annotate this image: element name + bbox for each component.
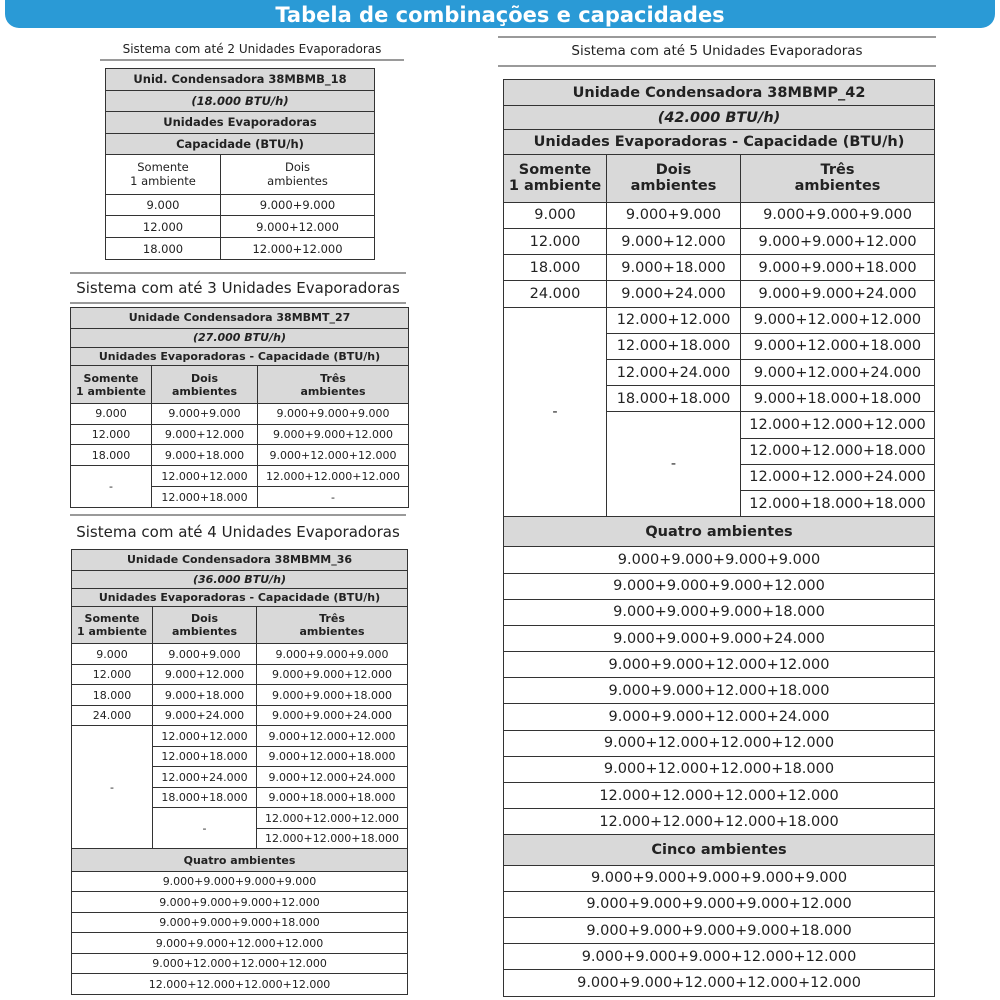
table-row: - 12.000+12.000 9.000+12.000+12.000 (72, 726, 408, 747)
col-header-1-ambiente: Somente 1 ambiente (71, 366, 152, 404)
col-header-tres-ambientes: Três ambientes (258, 366, 409, 404)
table-row: 18.000+18.000 9.000+18.000+18.000 (504, 386, 935, 412)
table-row: 12.000+12.000+18.000 (504, 438, 935, 464)
table-row: 12.000+12.000+12.000+12.000 (72, 974, 408, 995)
table-row: 9.000+9.000+9.000+12.000+12.000 (504, 944, 935, 970)
table-row: 12.000+12.000+12.000+12.000 (504, 783, 935, 809)
table-row: 12.000 9.000+12.000 9.000+9.000+12.000 (72, 664, 408, 685)
table-row: 12.000+18.000 9.000+12.000+18.000 (72, 746, 408, 767)
col-header-dois-ambientes: Dois ambientes (221, 155, 375, 194)
table-5-units (503, 79, 935, 997)
col-header-tres-ambientes: Três ambientes (741, 154, 935, 202)
table-row: 9.000+9.000+12.000+12.000+12.000 (504, 970, 935, 997)
table-3-units (70, 307, 409, 508)
table-row: - 12.000+12.000 12.000+12.000+12.000 (71, 466, 409, 487)
table-row: 9.000+9.000+12.000+24.000 (504, 704, 935, 730)
table-row: 9.000+12.000+12.000+12.000 (72, 953, 408, 974)
table-row: 9.000+9.000+9.000+12.000 (72, 892, 408, 913)
cinco-ambientes-header: Cinco ambientes (504, 835, 935, 865)
table-row: 9.000+9.000+9.000+9.000 (504, 547, 935, 573)
table-row: 12.000+18.000 9.000+12.000+18.000 (504, 333, 935, 359)
table-row: 18.000 9.000+18.000 9.000+12.000+12.000 (71, 445, 409, 466)
page-title: Tabela de combinações e capacidades (275, 3, 725, 27)
dash-cell: - (504, 307, 607, 517)
table-row: 12.000 9.000+12.000 9.000+9.000+12.000 (71, 424, 409, 445)
capacity-header: (18.000 BTU/h) (106, 90, 375, 111)
section-title-4-units: Sistema com até 4 Unidades Evaporadoras (70, 514, 406, 546)
table-row: 9.000+9.000+9.000+9.000+12.000 (504, 891, 935, 917)
table-row: 9.000 9.000+9.000 (106, 194, 375, 216)
evap-header: Unidades Evaporadoras - Capacidade (BTU/h) (504, 130, 935, 154)
table-2-units (105, 68, 375, 260)
table-row: 12.000+12.000+12.000+18.000 (504, 809, 935, 835)
col-header-1-ambiente: Somente 1 ambiente (504, 154, 607, 202)
dash-cell: - (153, 808, 257, 849)
table-row: 9.000 9.000+9.000 9.000+9.000+9.000 (72, 644, 408, 665)
condensadora-header: Unidade Condensadora 38MBMM_36 (72, 550, 408, 571)
dash-cell: - (607, 412, 741, 517)
table-row: 18.000+18.000 9.000+18.000+18.000 (72, 787, 408, 808)
col-header-1-ambiente: Somente 1 ambiente (72, 607, 153, 644)
table-row: 12.000+18.000 - (71, 487, 409, 508)
table-row: 9.000+9.000+12.000+18.000 (504, 678, 935, 704)
col-header-dois-ambientes: Dois ambientes (153, 607, 257, 644)
table-row: 9.000+9.000+12.000+12.000 (72, 933, 408, 954)
table-row: 9.000+9.000+9.000+9.000 (72, 871, 408, 892)
quatro-ambientes-header: Quatro ambientes (504, 517, 935, 547)
table-row: 9.000+9.000+12.000+12.000 (504, 652, 935, 678)
table-row: 9.000 9.000+9.000 9.000+9.000+9.000 (71, 403, 409, 424)
condensadora-header: Unidade Condensadora 38MBMT_27 (71, 308, 409, 329)
col-header-1-ambiente: Somente 1 ambiente (106, 155, 221, 194)
table-row: 12.000+12.000+18.000 (72, 828, 408, 849)
table-row: 9.000+9.000+9.000+12.000 (504, 573, 935, 599)
quatro-ambientes-header: Quatro ambientes (72, 849, 408, 872)
table-row: 9.000+9.000+9.000+9.000+18.000 (504, 918, 935, 944)
table-row: 12.000+24.000 9.000+12.000+24.000 (504, 360, 935, 386)
table-row: 12.000+18.000+18.000 (504, 490, 935, 516)
capacity-header: (36.000 BTU/h) (72, 570, 408, 588)
condensadora-header: Unidade Condensadora 38MBMP_42 (504, 80, 935, 106)
section-title-5-units: Sistema com até 5 Unidades Evaporadoras (498, 36, 936, 67)
col-header-tres-ambientes: Três ambientes (257, 607, 408, 644)
table-row: 9.000 9.000+9.000 9.000+9.000+9.000 (504, 202, 935, 228)
table-row: 12.000 9.000+12.000 (106, 216, 375, 238)
table-row: 9.000+12.000+12.000+12.000 (504, 730, 935, 756)
capacity-header: (42.000 BTU/h) (504, 106, 935, 130)
table-row: 12.000+24.000 9.000+12.000+24.000 (72, 767, 408, 788)
section-title-3-units: Sistema com até 3 Unidades Evaporadoras (70, 272, 406, 304)
table-row: 18.000 12.000+12.000 (106, 238, 375, 260)
table-row: 18.000 9.000+18.000 9.000+9.000+18.000 (504, 255, 935, 281)
table-row: - 12.000+12.000 9.000+12.000+12.000 (504, 307, 935, 333)
col-header-dois-ambientes: Dois ambientes (607, 154, 741, 202)
table-row: 12.000+12.000+24.000 (504, 464, 935, 490)
evap-header: Unidades Evaporadoras - Capacidade (BTU/h) (72, 588, 408, 606)
table-row: 12.000 9.000+12.000 9.000+9.000+12.000 (504, 229, 935, 255)
evap-header-line1: Unidades Evaporadoras (106, 111, 375, 134)
dash-cell: - (72, 726, 153, 849)
capacity-header: (27.000 BTU/h) (71, 328, 409, 347)
table-row: 9.000+9.000+9.000+24.000 (504, 625, 935, 651)
evap-header: Unidades Evaporadoras - Capacidade (BTU/h) (71, 347, 409, 366)
table-row: 24.000 9.000+24.000 9.000+9.000+24.000 (72, 705, 408, 726)
table-row: 9.000+9.000+9.000+9.000+9.000 (504, 865, 935, 891)
table-row: 9.000+12.000+12.000+18.000 (504, 756, 935, 782)
table-row: - 12.000+12.000+12.000 (72, 808, 408, 829)
table-4-units (71, 549, 408, 995)
table-row: 9.000+9.000+9.000+18.000 (72, 912, 408, 933)
col-header-dois-ambientes: Dois ambientes (152, 366, 258, 404)
section-title-2-units: Sistema com até 2 Unidades Evaporadoras (100, 40, 404, 61)
table-row: 9.000+9.000+9.000+18.000 (504, 599, 935, 625)
table-row: 24.000 9.000+24.000 9.000+9.000+24.000 (504, 281, 935, 307)
table-row: - 12.000+12.000+12.000 (504, 412, 935, 438)
condensadora-header: Unid. Condensadora 38MBMB_18 (106, 69, 375, 91)
table-row: 18.000 9.000+18.000 9.000+9.000+18.000 (72, 685, 408, 706)
page-title-banner (5, 0, 995, 28)
evap-header-line2: Capacidade (BTU/h) (106, 134, 375, 155)
dash-cell: - (71, 466, 152, 508)
